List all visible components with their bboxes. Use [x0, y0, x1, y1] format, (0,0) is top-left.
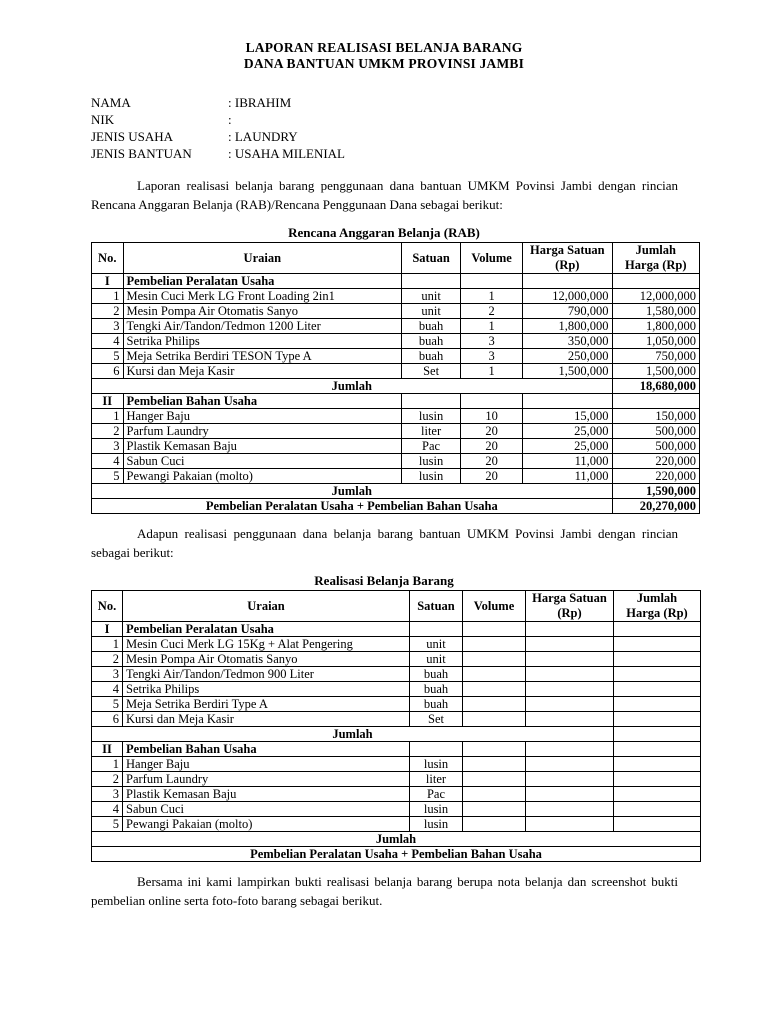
header-volume: Volume — [463, 591, 526, 622]
table-row: 1 Hanger Baju lusin 10 15,000 150,000 — [92, 409, 700, 424]
identity-row-jenis-usaha — [91, 129, 491, 146]
identity-value: : LAUNDRY — [228, 129, 298, 144]
rab-caption: Rencana Anggaran Belanja (RAB) — [288, 225, 480, 240]
section-no: II — [92, 394, 124, 409]
table-row: 5 Meja Setrika Berdiri TESON Type A buah 3 250,000 750,000 — [92, 349, 700, 364]
section-title: Pembelian Bahan Usaha — [123, 742, 410, 757]
report-title-line2: DANA BANTUAN UMKM PROVINSI JAMBI — [243, 56, 525, 71]
header-jumlah-harga: Jumlah Harga (Rp) — [614, 591, 701, 622]
table-row: 5 Pewangi Pakaian (molto) lusin — [92, 817, 701, 832]
section-row — [92, 274, 700, 289]
table-row: 4 Setrika Philips buah — [92, 682, 701, 697]
subtotal-label: Jumlah — [92, 484, 613, 499]
table-row: 1 Hanger Baju lusin — [92, 757, 701, 772]
table-row: 1 Mesin Cuci Merk LG Front Loading 2in1 unit 1 12,000,000 12,000,000 — [92, 289, 700, 304]
section-row — [92, 622, 701, 637]
subtotal-row — [92, 832, 701, 847]
identity-label: JENIS USAHA — [91, 129, 173, 144]
table-row: 5 Pewangi Pakaian (molto) lusin 20 11,000 220,000 — [92, 469, 700, 484]
identity-label: NAMA — [91, 95, 131, 110]
identity-value: : — [228, 112, 232, 127]
header-satuan: Satuan — [410, 591, 463, 622]
section-no: I — [92, 622, 123, 637]
middle-paragraph: Adapun realisasi penggunaan dana belanja barang bantuan UMKM Povinsi Jambi dengan rincian sebagai berikut: — [91, 526, 678, 560]
grand-total-label: Pembelian Peralatan Usaha + Pembelian Bahan Usaha — [92, 847, 701, 862]
grand-total-row — [92, 847, 701, 862]
identity-row-jenis-bantuan — [91, 146, 491, 163]
identity-row-nama — [91, 95, 491, 112]
subtotal-value: 1,590,000 — [612, 484, 699, 499]
subtotal-label: Jumlah — [92, 379, 613, 394]
section-title: Pembelian Peralatan Usaha — [123, 622, 410, 637]
section-title: Pembelian Bahan Usaha — [123, 394, 402, 409]
subtotal-label: Jumlah — [92, 727, 614, 742]
report-title-line1: LAPORAN REALISASI BELANJA BARANG — [245, 40, 523, 55]
header-uraian: Uraian — [123, 591, 410, 622]
table-row: 4 Sabun Cuci lusin 20 11,000 220,000 — [92, 454, 700, 469]
table-row: 6 Kursi dan Meja Kasir Set 1 1,500,000 1,500,000 — [92, 364, 700, 379]
header-volume: Volume — [461, 243, 523, 274]
grand-total-value: 20,270,000 — [612, 499, 699, 514]
header-no: No. — [92, 243, 124, 274]
table-row: 3 Tengki Air/Tandon/Tedmon 900 Liter buah — [92, 667, 701, 682]
closing-paragraph: Bersama ini kami lampirkan bukti realisasi belanja barang berupa nota belanja dan screenshot bukti pembelian online serta foto-foto barang sebagai berikut. — [91, 874, 678, 908]
subtotal-row — [92, 727, 701, 742]
section-no: I — [92, 274, 124, 289]
header-jumlah-harga: Jumlah Harga (Rp) — [612, 243, 699, 274]
section-no: II — [92, 742, 123, 757]
table-row: 2 Mesin Pompa Air Otomatis Sanyo unit — [92, 652, 701, 667]
grand-total-label: Pembelian Peralatan Usaha + Pembelian Bahan Usaha — [92, 499, 613, 514]
header-harga-satuan: Harga Satuan (Rp) — [526, 591, 614, 622]
intro-paragraph: Laporan realisasi belanja barang penggunaan dana bantuan UMKM Povinsi Jambi dengan rincian Rencana Anggaran Belanja (RAB)/Rencana Penggunaan Dana sebagai berikut: — [91, 178, 678, 212]
identity-label: NIK — [91, 112, 115, 127]
identity-label: JENIS BANTUAN — [91, 146, 192, 161]
header-uraian: Uraian — [123, 243, 402, 274]
table-row: 5 Meja Setrika Berdiri Type A buah — [92, 697, 701, 712]
subtotal-row — [92, 484, 700, 499]
section-row — [92, 742, 701, 757]
table-row: 3 Plastik Kemasan Baju Pac — [92, 787, 701, 802]
section-row — [92, 394, 700, 409]
table-row: 6 Kursi dan Meja Kasir Set — [92, 712, 701, 727]
table-row: 1 Mesin Cuci Merk LG 15Kg + Alat Pengering unit — [92, 637, 701, 652]
subtotal-row — [92, 379, 700, 394]
header-no: No. — [92, 591, 123, 622]
subtotal-value — [614, 727, 701, 742]
header-satuan: Satuan — [402, 243, 461, 274]
section-title: Pembelian Peralatan Usaha — [123, 274, 402, 289]
table-header-row — [92, 243, 700, 274]
subtotal-value: 18,680,000 — [612, 379, 699, 394]
table-header-row — [92, 591, 701, 622]
realisasi-table — [91, 590, 701, 862]
table-row: 4 Sabun Cuci lusin — [92, 802, 701, 817]
table-row: 2 Parfum Laundry liter — [92, 772, 701, 787]
header-harga-satuan: Harga Satuan (Rp) — [523, 243, 612, 274]
identity-row-nik — [91, 112, 491, 129]
identity-value: : USAHA MILENIAL — [228, 146, 345, 161]
subtotal-label: Jumlah — [92, 832, 701, 847]
table-row: 4 Setrika Philips buah 3 350,000 1,050,000 — [92, 334, 700, 349]
table-row: 2 Parfum Laundry liter 20 25,000 500,000 — [92, 424, 700, 439]
table-row: 3 Tengki Air/Tandon/Tedmon 1200 Liter buah 1 1,800,000 1,800,000 — [92, 319, 700, 334]
table-row: 3 Plastik Kemasan Baju Pac 20 25,000 500,000 — [92, 439, 700, 454]
table-row: 2 Mesin Pompa Air Otomatis Sanyo unit 2 790,000 1,580,000 — [92, 304, 700, 319]
realisasi-caption: Realisasi Belanja Barang — [314, 573, 454, 588]
grand-total-row — [92, 499, 700, 514]
identity-value: : IBRAHIM — [228, 95, 292, 110]
rab-table — [91, 242, 700, 514]
